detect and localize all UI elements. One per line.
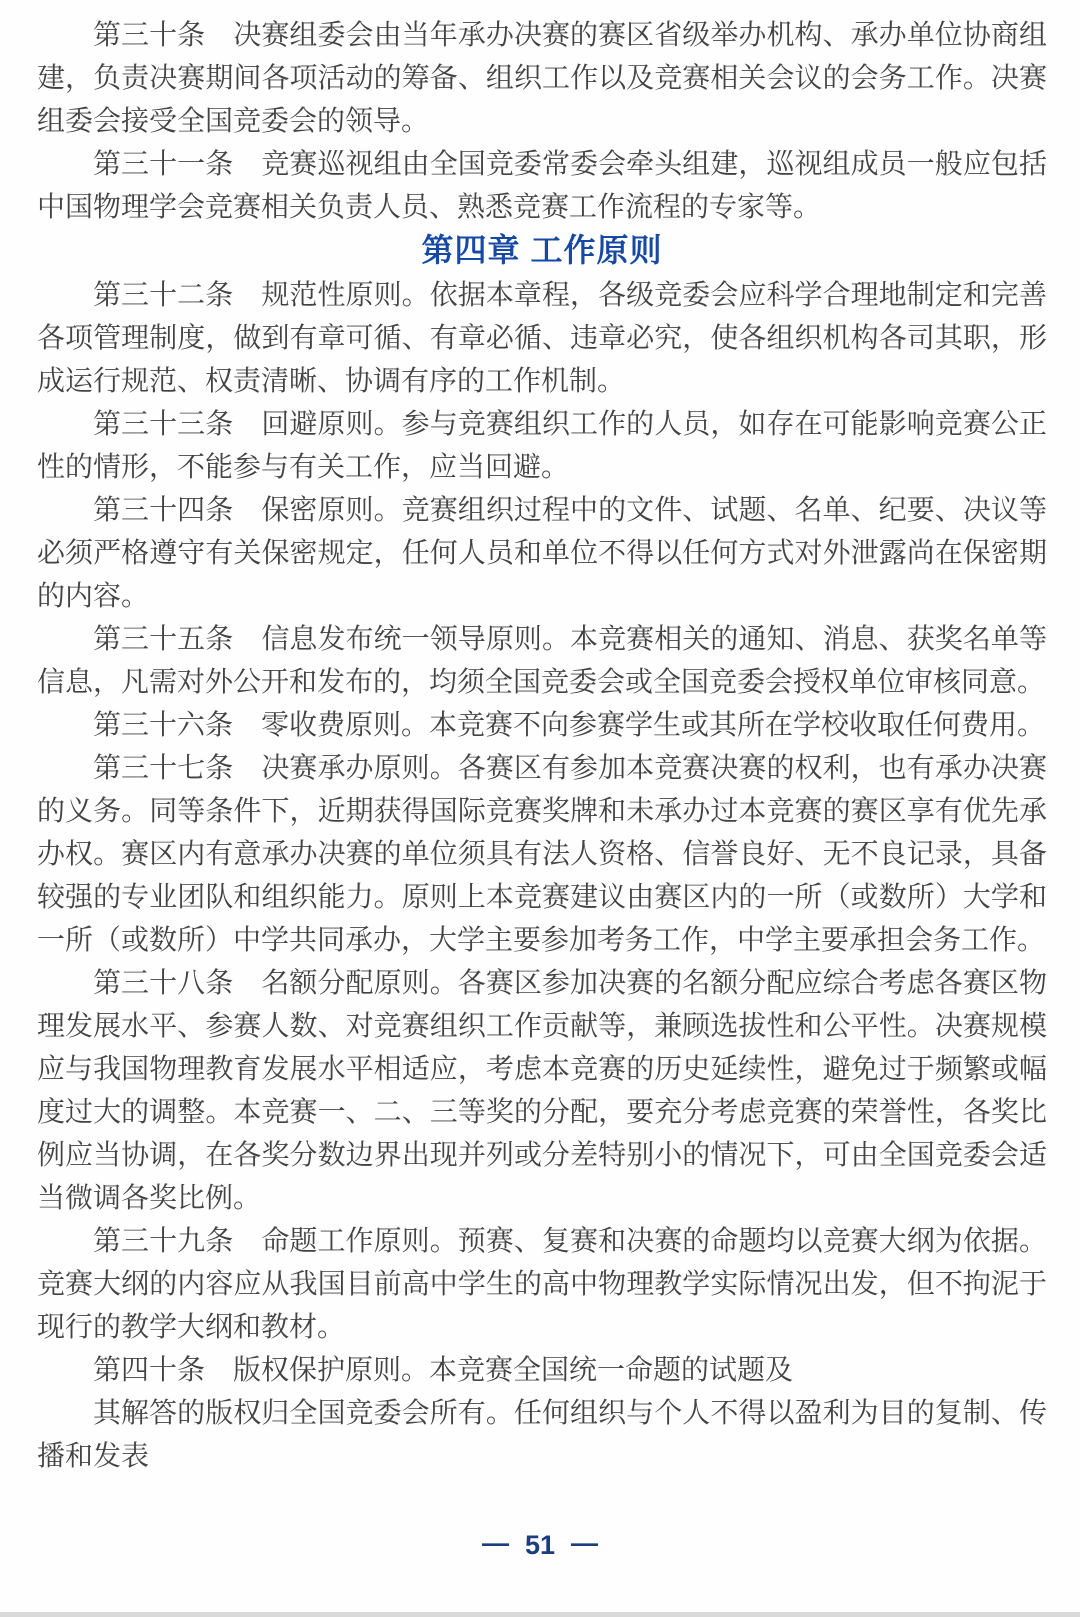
article-30-paragraph: 第三十条 决赛组委会由当年承办决赛的赛区省级举办机构、承办单位协商组建，负责决赛期间各项活动的筹备、组织工作以及竞赛相关会议的会务工作。决赛组委会接受全国竞委会的领导。 xyxy=(37,19,1047,136)
article-32-paragraph: 第三十二条 规范性原则。依据本章程，各级竞委会应科学合理地制定和完善各项管理制度，做到有章可循、有章必循、违章必究，使各组织机构各司其职，形成运行规范、权责清晰、协调有序的工作机制。 xyxy=(37,279,1047,396)
article-39-paragraph: 第三十九条 命题工作原则。预赛、复赛和决赛的命题均以竞赛大纲为依据。竞赛大纲的内容应从我国目前高中学生的高中物理教学实际情况出发，但不拘泥于现行的教学大纲和教材。 xyxy=(37,1225,1047,1342)
article-34-paragraph: 第三十四条 保密原则。竞赛组织过程中的文件、试题、名单、纪要、决议等必须严格遵守有关保密规定，任何人员和单位不得以任何方式对外泄露尚在保密期的内容。 xyxy=(37,494,1047,611)
chapter-heading: 第四章 工作原则 xyxy=(421,232,663,268)
article-36-paragraph: 第三十六条 零收费原则。本竞赛不向参赛学生或其所在学校收取任何费用。 xyxy=(93,709,1046,740)
article-33-paragraph: 第三十三条 回避原则。参与竞赛组织工作的人员，如存在可能影响竞赛公正性的情形，不能参与有关工作，应当回避。 xyxy=(37,408,1047,482)
page-bottom-edge xyxy=(0,1612,1080,1617)
article-38-paragraph: 第三十八条 名额分配原则。各赛区参加决赛的名额分配应综合考虑各赛区物理发展水平、参赛人数、对竞赛组织工作贡献等，兼顾选拔性和公平性。决赛规模应与我国物理教育发展水平相适应，考虑本竞赛的历史延续性，避免过于频繁或幅度过大的调整。本竞赛一、二、三等奖的分配，要充分考虑竞赛的荣誉性，各奖比例应当协调，在各奖分数边界出现并列或分差特别小的情况下，可由全国竞委会适当微调各奖比例。 xyxy=(37,967,1047,1213)
footer-left-dash: — xyxy=(481,1528,509,1558)
article-31-paragraph: 第三十一条 竞赛巡视组由全国竞委常委会牵头组建，巡视组成员一般应包括中国物理学会竞赛相关负责人员、熟悉竞赛工作流程的专家等。 xyxy=(37,148,1047,222)
article-40-continued-paragraph: 其解答的版权归全国竞委会所有。任何组织与个人不得以盈利为目的复制、传播和发表 xyxy=(37,1397,1047,1471)
page-footer xyxy=(0,1530,1080,1561)
article-40-paragraph: 第四十条 版权保护原则。本竞赛全国统一命题的试题及 xyxy=(93,1354,794,1385)
page-number: 51 xyxy=(524,1530,556,1560)
footer-right-dash: — xyxy=(571,1528,599,1558)
article-35-paragraph: 第三十五条 信息发布统一领导原则。本竞赛相关的通知、消息、获奖名单等信息，凡需对外公开和发布的，均须全国竞委会或全国竞委会授权单位审核同意。 xyxy=(37,623,1047,697)
article-37-paragraph: 第三十七条 决赛承办原则。各赛区有参加本竞赛决赛的权利，也有承办决赛的义务。同等条件下，近期获得国际竞赛奖牌和未承办过本竞赛的赛区享有优先承办权。赛区内有意承办决赛的单位须具有法人资格、信誉良好、无不良记录，具备较强的专业团队和组织能力。原则上本竞赛建议由赛区内的一所（或数所）大学和一所（或数所）中学共同承办，大学主要参加考务工作，中学主要承担会务工作。 xyxy=(37,752,1047,955)
